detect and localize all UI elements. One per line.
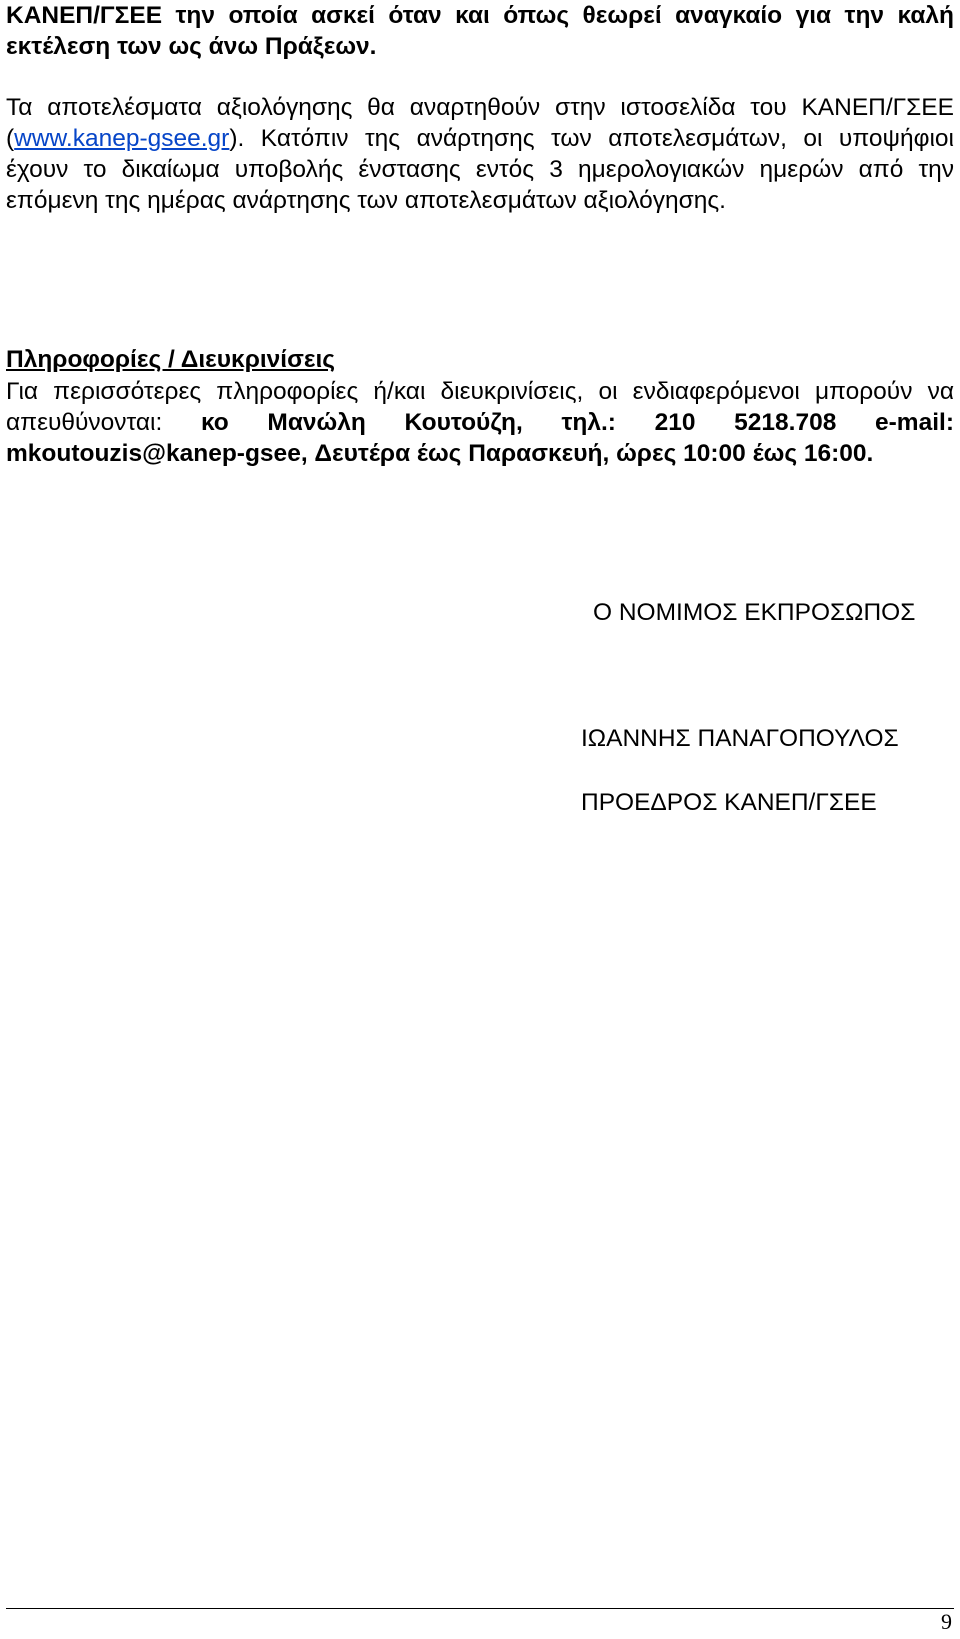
signature-name: ΙΩΑΝΝΗΣ ΠΑΝΑΓΟΠΟΥΛΟΣ [581, 725, 899, 752]
info-intro-text: Για περισσότερες πληροφορίες ή/και διευκρινίσεις, οι ενδιαφερόμενοι μπορούν να απευθύνονται: [6, 378, 954, 436]
results-text-end: ). Κατόπιν της ανάρτησης των αποτελεσμάτων, οι υποψήφιοι έχουν το δικαίωμα υποβολής ένστασης εντός 3 ημερολογιακών ημερών από την επόμενη της ημέρας ανάρτησης των αποτελεσμάτων αξιολόγησης. [6, 125, 954, 214]
footer-divider [6, 1608, 954, 1609]
signature-title: ΠΡΟΕΔΡΟΣ ΚΑΝΕΠ/ΓΣΕΕ [581, 789, 877, 816]
results-text-start: Τα αποτελέσματα αξιολόγησης θα αναρτηθούν στην ιστοσελίδα του ΚΑΝΕΠ/ΓΣΕΕ ( [6, 94, 954, 152]
paragraph-intro: ΚΑΝΕΠ/ΓΣΕΕ την οποία ασκεί όταν και όπως θεωρεί αναγκαίο για την καλή εκτέλεση των ως άνω Πράξεων. [6, 2, 954, 60]
signature-role: Ο ΝΟΜΙΜΟΣ ΕΚΠΡΟΣΩΠΟΣ [593, 599, 916, 626]
paragraph-results [6, 92, 954, 216]
website-link[interactable]: www.kanep-gsee.gr [14, 125, 230, 152]
paragraph-info [6, 376, 954, 469]
contact-details: κο Μανώλη Κουτούζη, τηλ.: 210 5218.708 e-mail: mkoutouzis@kanep-gsee, Δευτέρα έως Παρασκευή, ώρες 10:00 έως 16:00. [6, 409, 954, 467]
page-number: 9 [941, 1609, 952, 1634]
info-heading: Πληροφορίες / Διευκρινίσεις [6, 346, 336, 373]
